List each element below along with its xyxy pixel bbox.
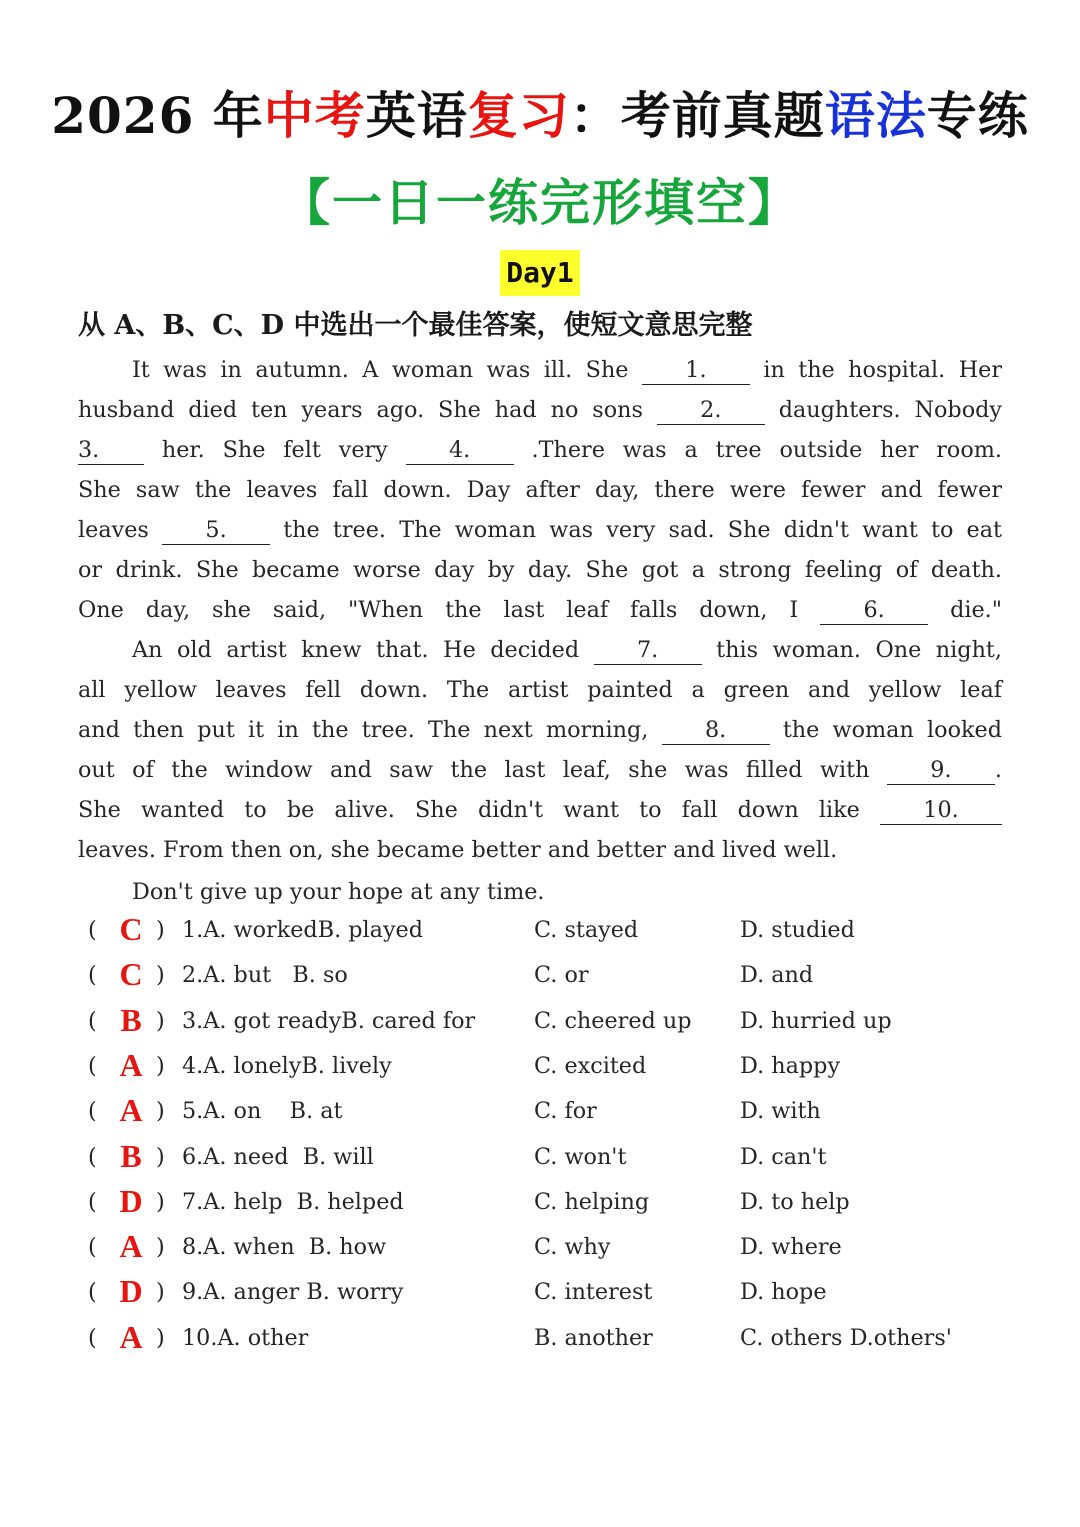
- answer-blank: 5.: [162, 516, 270, 545]
- answer-blank: 7.: [594, 636, 702, 665]
- answer-letter: C: [119, 956, 143, 993]
- question-option-1: C. helping: [534, 1188, 650, 1215]
- answer-letter: D: [119, 1182, 143, 1219]
- question-options-ab: 1.A. workedB. played: [182, 917, 424, 943]
- title-part: 2026 年: [51, 86, 264, 145]
- question-options-ab: 8.A. when B. how: [182, 1234, 387, 1261]
- question-row: [88, 1089, 1018, 1134]
- passage-text: leaves: [78, 517, 163, 543]
- question-options-ab: 10.A. other: [182, 1324, 309, 1351]
- question-option-2: D. where: [740, 1234, 842, 1261]
- close-paren: ): [156, 1324, 165, 1351]
- passage-text: husband died ten years ago. She had no sons: [78, 397, 657, 423]
- question-option-2: D. with: [740, 1098, 821, 1125]
- open-paren: (: [88, 962, 97, 989]
- question-row: [88, 1044, 1018, 1089]
- answer-blank: 8.: [662, 716, 770, 745]
- answer-letter: A: [119, 1092, 143, 1129]
- close-paren: ): [156, 1234, 165, 1261]
- answer-letter: A: [119, 1318, 143, 1355]
- title-part: 语法: [824, 86, 927, 145]
- passage-text: the tree. The woman was very sad. She didn't want to eat: [270, 517, 1002, 543]
- question-options-ab: 4.A. lonelyB. lively: [182, 1052, 392, 1079]
- question-option-2: D. hurried up: [740, 1007, 892, 1034]
- passage-line: [78, 510, 1002, 550]
- answer-letter: B: [120, 1137, 142, 1174]
- question-row: [88, 1135, 1018, 1180]
- question-option-1: C. or: [534, 962, 589, 989]
- open-paren: (: [88, 1188, 97, 1215]
- question-row: [88, 1225, 1018, 1270]
- open-paren: (: [88, 1052, 97, 1079]
- subtitle: 【一日一练完形填空】: [280, 173, 800, 232]
- question-options-ab: 7.A. help B. helped: [182, 1188, 404, 1215]
- question-option-1: C. excited: [534, 1052, 647, 1079]
- close-paren: ): [156, 1188, 165, 1215]
- close-paren: ): [156, 962, 165, 989]
- passage-text: .There was a tree outside her room.: [513, 437, 1002, 463]
- passage-line: [78, 750, 1002, 790]
- passage-text: An old artist knew that. He decided: [132, 637, 594, 663]
- title-part: 中考: [263, 86, 366, 145]
- passage-text: in the hospital. Her: [749, 357, 1002, 383]
- passage-line: [78, 470, 1002, 510]
- question-row: [88, 1180, 1018, 1225]
- passage-text: die.": [928, 597, 1003, 623]
- passage-text: She saw the leaves fall down. Day after day, there were fewer and fewer: [78, 477, 1002, 503]
- question-option-1: C. why: [534, 1234, 611, 1261]
- question-options-ab: 3.A. got readyB. cared for: [182, 1007, 476, 1034]
- passage-text: the woman looked: [769, 717, 1003, 743]
- question-option-1: B. another: [534, 1324, 653, 1351]
- answer-blank: 2.: [657, 396, 765, 425]
- question-row: [88, 999, 1018, 1044]
- question-options-ab: 6.A. need B. will: [182, 1143, 374, 1170]
- question-option-2: C. others D.others': [740, 1324, 952, 1351]
- passage-line: [78, 710, 1002, 750]
- question-option-2: D. hope: [740, 1279, 827, 1306]
- open-paren: (: [88, 1324, 97, 1351]
- open-paren: (: [88, 1098, 97, 1125]
- answer-letter: A: [119, 1228, 143, 1265]
- passage-line: [78, 670, 1002, 710]
- question-option-2: D. and: [740, 962, 814, 989]
- passage-line: [78, 390, 1002, 430]
- answer-letter: B: [120, 1001, 142, 1038]
- question-row: [88, 953, 1018, 998]
- answer-blank: 10.: [880, 796, 1002, 825]
- instruction: 从 A、B、C、D 中选出一个最佳答案，使短文意思完整: [78, 310, 753, 341]
- answer-blank: 6.: [820, 596, 928, 625]
- passage-text: .: [994, 757, 1002, 783]
- question-options-ab: 9.A. anger B. worry: [182, 1279, 404, 1306]
- title-part: 英语: [365, 86, 468, 145]
- passage-text: It was in autumn. A woman was ill. She: [132, 357, 642, 383]
- open-paren: (: [88, 1143, 97, 1170]
- question-option-2: D. happy: [740, 1052, 841, 1079]
- question-options-ab: 2.A. but B. so: [182, 962, 348, 989]
- close-paren: ): [156, 1007, 165, 1034]
- question-option-1: C. stayed: [534, 917, 639, 943]
- passage-text: leaves. From then on, she became better and better and lived well.: [78, 837, 838, 863]
- passage-line: [78, 430, 1002, 470]
- open-paren: (: [88, 917, 97, 943]
- question-option-2: D. studied: [740, 917, 855, 943]
- question-row: [88, 1316, 1018, 1361]
- question-options-ab: 5.A. on B. at: [182, 1098, 343, 1125]
- open-paren: (: [88, 1007, 97, 1034]
- passage-text: out of the window and saw the last leaf, she was filled with: [78, 757, 887, 783]
- question-option-1: C. interest: [534, 1279, 653, 1306]
- day-label: Day1: [500, 250, 580, 296]
- passage-text: Don't give up your hope at any time.: [132, 879, 545, 905]
- question-option-1: C. cheered up: [534, 1007, 692, 1034]
- open-paren: (: [88, 1279, 97, 1306]
- page-title: [0, 78, 1080, 154]
- question-row: [88, 1270, 1018, 1315]
- passage-line: [78, 830, 1002, 870]
- question-option-2: D. can't: [740, 1143, 827, 1170]
- question-option-1: C. for: [534, 1098, 597, 1125]
- passage-line: [78, 790, 1002, 830]
- close-paren: ): [156, 1279, 165, 1306]
- question-option-2: D. to help: [740, 1188, 850, 1215]
- passage-text: daughters. Nobody: [764, 397, 1002, 423]
- passage-text: One day, she said, "When the last leaf falls down, I: [78, 597, 821, 623]
- title-part: 专练: [926, 86, 1029, 145]
- passage-line: [78, 350, 1002, 390]
- answer-blank: 4.: [406, 436, 514, 465]
- passage-text: her. She felt very: [144, 437, 406, 463]
- answer-letter: A: [119, 1046, 143, 1083]
- answer-blank: 1.: [642, 356, 750, 385]
- passage-text: or drink. She became worse day by day. She got a strong feeling of death.: [78, 557, 1002, 583]
- close-paren: ): [156, 917, 165, 943]
- answer-blank: 9.: [887, 756, 995, 785]
- answer-letter: D: [119, 1273, 143, 1310]
- title-part: ：考前真题: [569, 86, 825, 145]
- passage-text: She wanted to be alive. She didn't want to fall down like: [78, 797, 880, 823]
- question-row: [88, 908, 1018, 953]
- passage-line: [78, 590, 1002, 630]
- question-option-1: C. won't: [534, 1143, 627, 1170]
- close-paren: ): [156, 1052, 165, 1079]
- open-paren: (: [88, 1234, 97, 1261]
- passage-line: [78, 550, 1002, 590]
- close-paren: ): [156, 1098, 165, 1125]
- passage-line: [78, 630, 1002, 670]
- passage-text: all yellow leaves fell down. The artist painted a green and yellow leaf: [78, 677, 1002, 703]
- passage-line: [78, 872, 1002, 912]
- answer-letter: C: [119, 911, 143, 947]
- title-part: 复习: [467, 86, 570, 145]
- passage-text: and then put it in the tree. The next morning,: [78, 717, 662, 743]
- close-paren: ): [156, 1143, 165, 1170]
- answer-blank: 3.: [78, 436, 144, 465]
- passage-text: this woman. One night,: [701, 637, 1002, 663]
